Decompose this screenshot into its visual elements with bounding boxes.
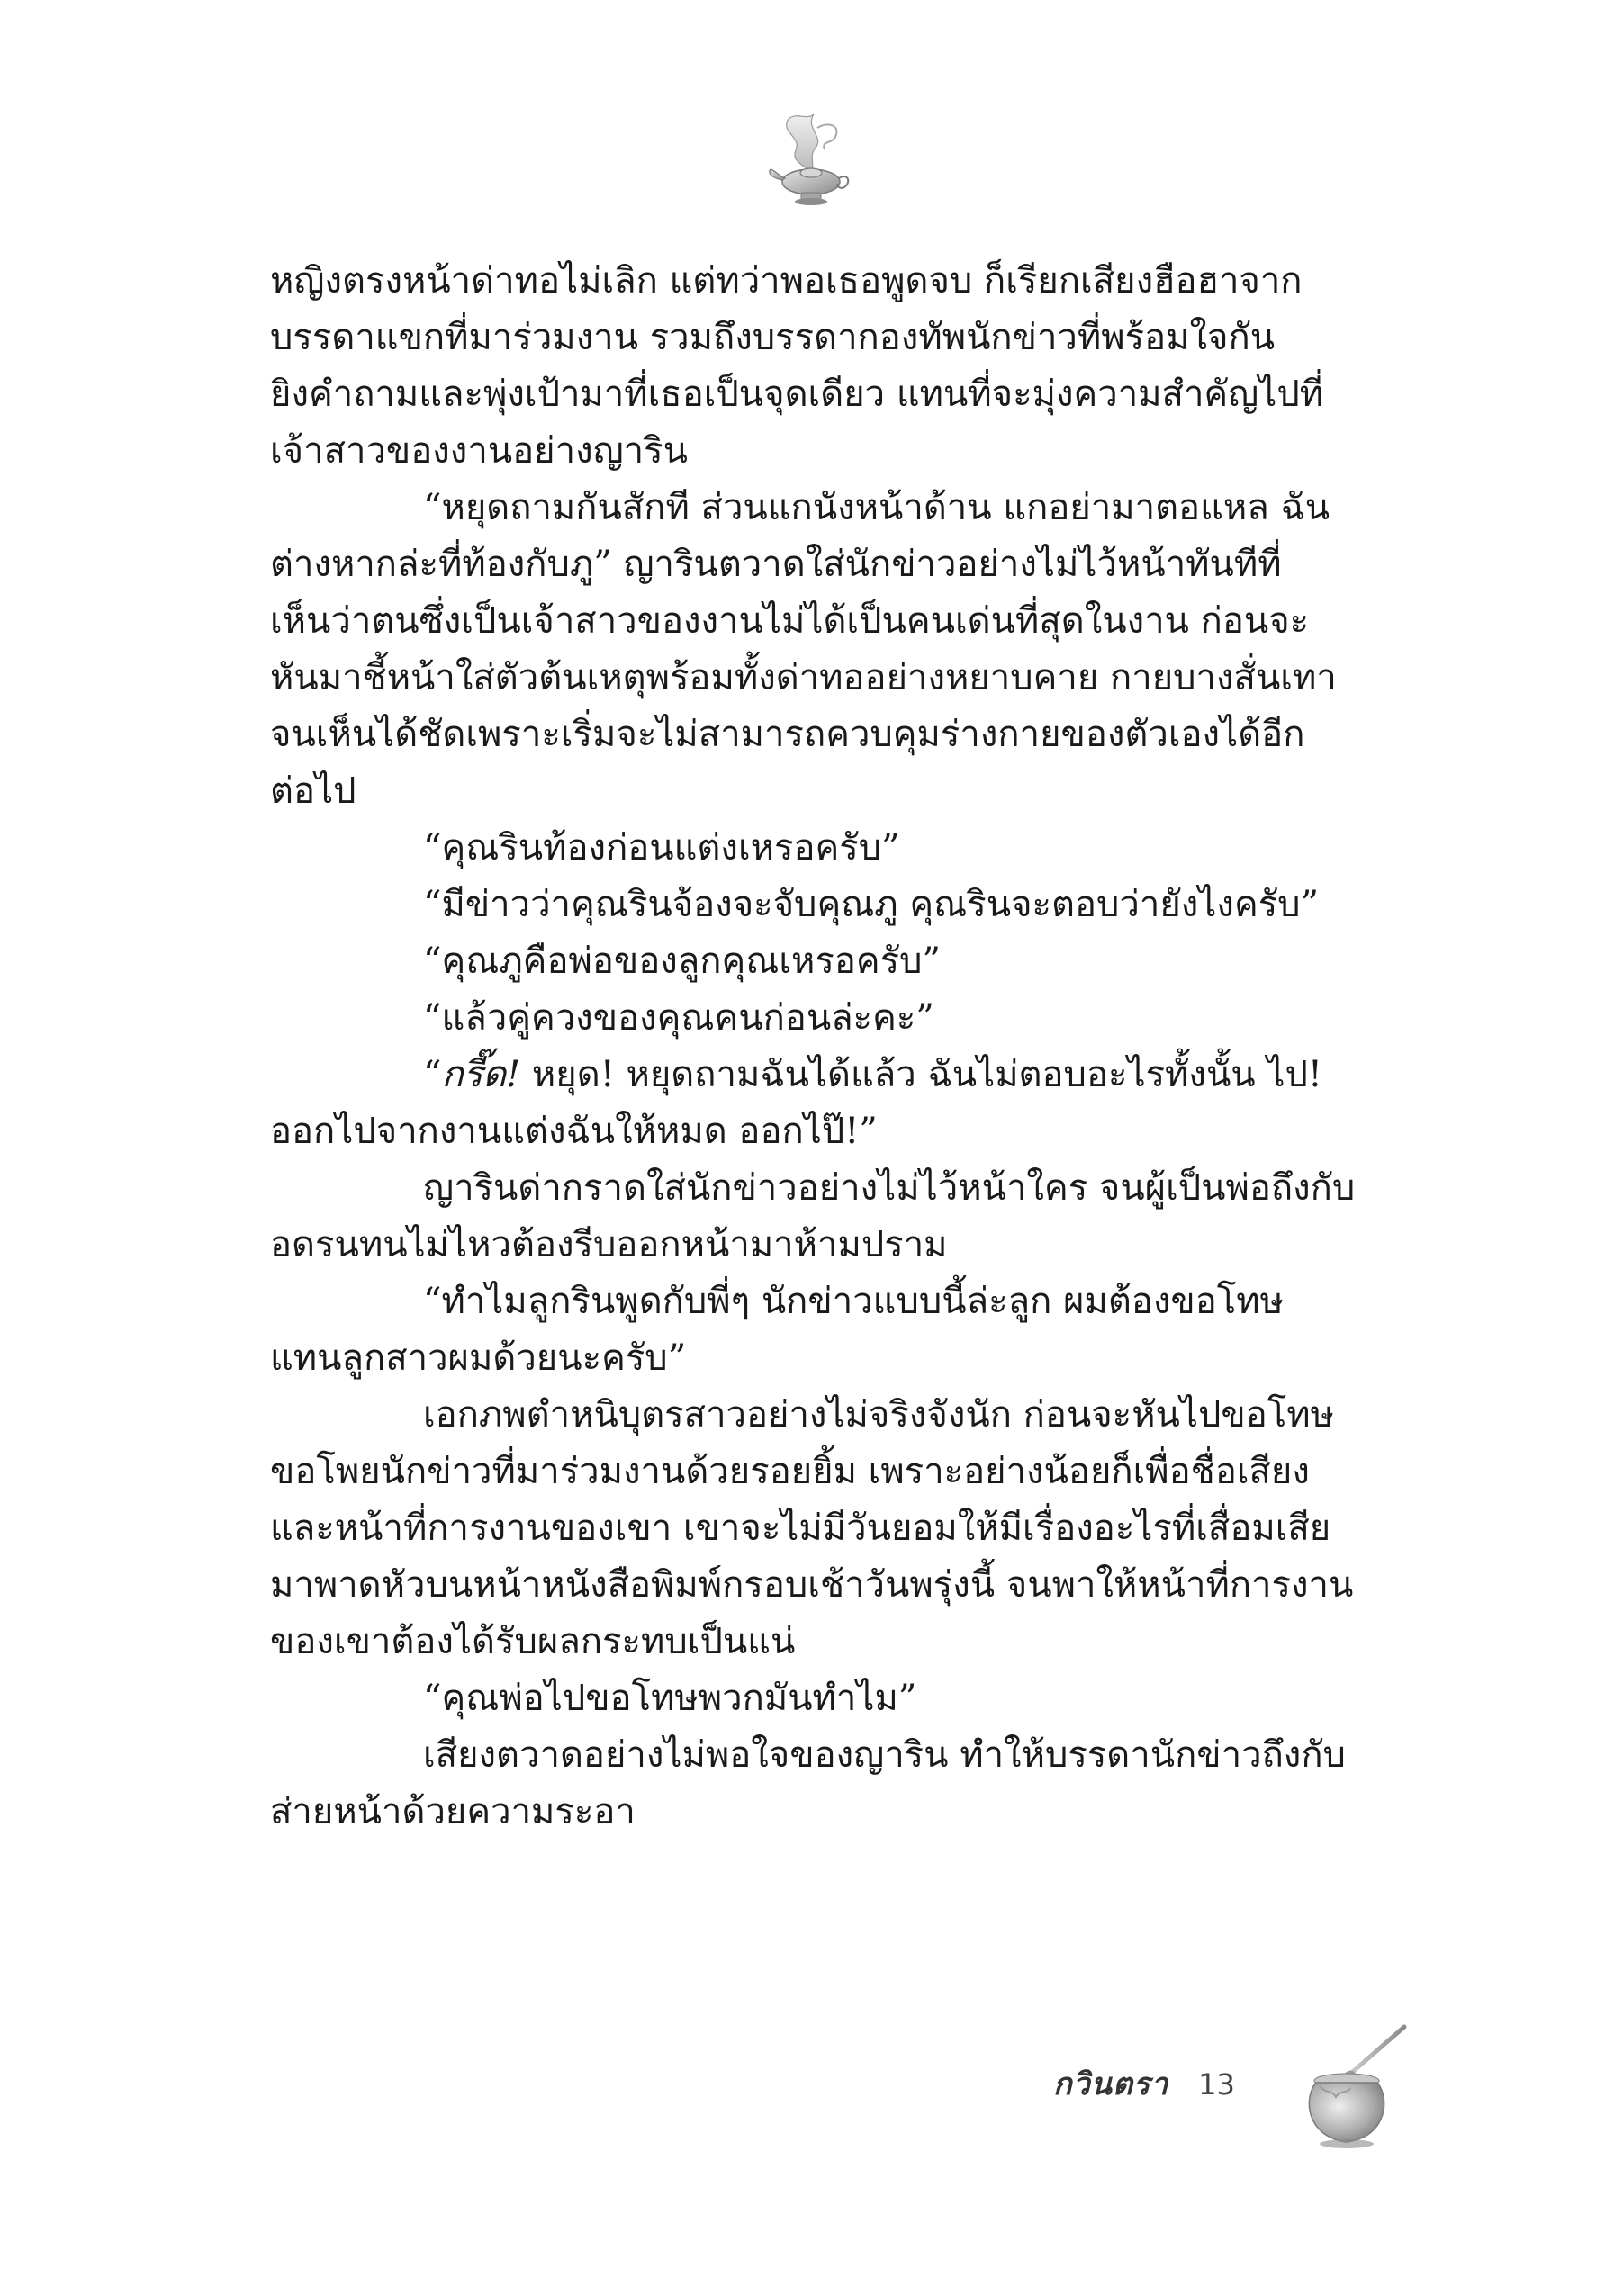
- open-quote: “: [423, 1054, 442, 1095]
- genie-lamp-icon: [762, 101, 861, 218]
- text-line: จนเห็นได้ชัดเพราะเริ่มจะไม่สามารถควบคุมร่างกายของตัวเองได้อีก: [270, 714, 1305, 755]
- page-number: 13: [1198, 2067, 1235, 2102]
- text-span: หยุด! หยุดถามฉันได้แล้ว ฉันไม่ตอบอะไรทั้งนั้น ไป!: [520, 1054, 1322, 1095]
- text-line: อดรนทนไม่ไหวต้องรีบออกหน้ามาห้ามปราม: [270, 1224, 948, 1265]
- text-line: “ทำไมลูกรินพูดกับพี่ๆ นักข่าวแบบนี้ล่ะลูก ผมต้องขอโทษ: [423, 1281, 1284, 1322]
- text-line: มาพาดหัวบนหน้าหนังสือพิมพ์กรอบเช้าวันพรุ่งนี้ จนพาให้หน้าที่การงาน: [270, 1564, 1354, 1606]
- text-line: ต่างหากล่ะที่ท้องกับภู” ญารินตวาดใส่นักข่าวอย่างไม่ไว้หน้าทันทีที่: [270, 544, 1282, 585]
- text-line: เห็นว่าตนซึ่งเป็นเจ้าสาวของงานไม่ได้เป็นคนเด่นที่สุดในงาน ก่อนจะ: [270, 600, 1310, 642]
- text-line: เสียงตวาดอย่างไม่พอใจของญาริน ทำให้บรรดานักข่าวถึงกับ: [423, 1734, 1346, 1776]
- text-line-mixed: [423, 1046, 1322, 1103]
- honey-pot-icon: [1293, 2021, 1410, 2156]
- text-line: หญิงตรงหน้าด่าทอไม่เลิก แต่ทว่าพอเธอพูดจบ ก็เรียกเสียงฮือฮาจาก: [270, 260, 1303, 302]
- text-line: “คุณภูคือพ่อของลูกคุณเหรอครับ”: [423, 941, 941, 982]
- text-line: ออกไปจากงานแต่งฉันให้หมด ออกไป๊!”: [270, 1111, 878, 1152]
- text-line: “แล้วคู่ควงของคุณคนก่อนล่ะคะ”: [423, 997, 934, 1039]
- text-line: ขอโพยนักข่าวที่มาร่วมงานด้วยรอยยิ้ม เพราะอย่างน้อยก็เพื่อชื่อเสียง: [270, 1451, 1310, 1492]
- footer-author: กวินตรา: [1053, 2066, 1169, 2102]
- text-line: เจ้าสาวของงานอย่างญาริน: [270, 430, 688, 472]
- text-line: หันมาชี้หน้าใส่ตัวต้นเหตุพร้อมทั้งด่าทออย่างหยาบคาย กายบางสั่นเทา: [270, 657, 1337, 698]
- text-line: “มีข่าวว่าคุณรินจ้องจะจับคุณภู คุณรินจะตอบว่ายังไงครับ”: [423, 884, 1320, 925]
- text-line: บรรดาแขกที่มาร่วมงาน รวมถึงบรรดากองทัพนักข่าวที่พร้อมใจกัน: [270, 317, 1276, 358]
- emphasis-text: กรี๊ด!: [441, 1054, 521, 1095]
- text-line: ญารินด่ากราดใส่นักข่าวอย่างไม่ไว้หน้าใคร จนผู้เป็นพ่อถึงกับ: [423, 1167, 1356, 1209]
- text-line: “คุณพ่อไปขอโทษพวกมันทำไม”: [423, 1678, 917, 1719]
- text-line: “หยุดถามกันสักที ส่วนแกนังหน้าด้าน แกอย่ามาตอแหล ฉัน: [423, 487, 1330, 528]
- page-footer: [1053, 2057, 1235, 2111]
- text-line: และหน้าที่การงานของเขา เขาจะไม่มีวันยอมให้มีเรื่องอะไรที่เสื่อมเสีย: [270, 1508, 1331, 1549]
- text-line: ส่ายหน้าด้วยความระอา: [270, 1791, 636, 1832]
- text-line: ยิงคำถามและพุ่งเป้ามาที่เธอเป็นจุดเดียว แทนที่จะมุ่งความสำคัญไปที่: [270, 374, 1324, 415]
- text-line: เอกภพตำหนิบุตรสาวอย่างไม่จริงจังนัก ก่อนจะหันไปขอโทษ: [423, 1394, 1334, 1436]
- text-line: ต่อไป: [270, 770, 356, 812]
- text-line: ของเขาต้องได้รับผลกระทบเป็นแน่: [270, 1621, 796, 1662]
- text-line: แทนลูกสาวผมด้วยนะครับ”: [270, 1337, 687, 1379]
- text-line: “คุณรินท้องก่อนแต่งเหรอครับ”: [423, 827, 900, 869]
